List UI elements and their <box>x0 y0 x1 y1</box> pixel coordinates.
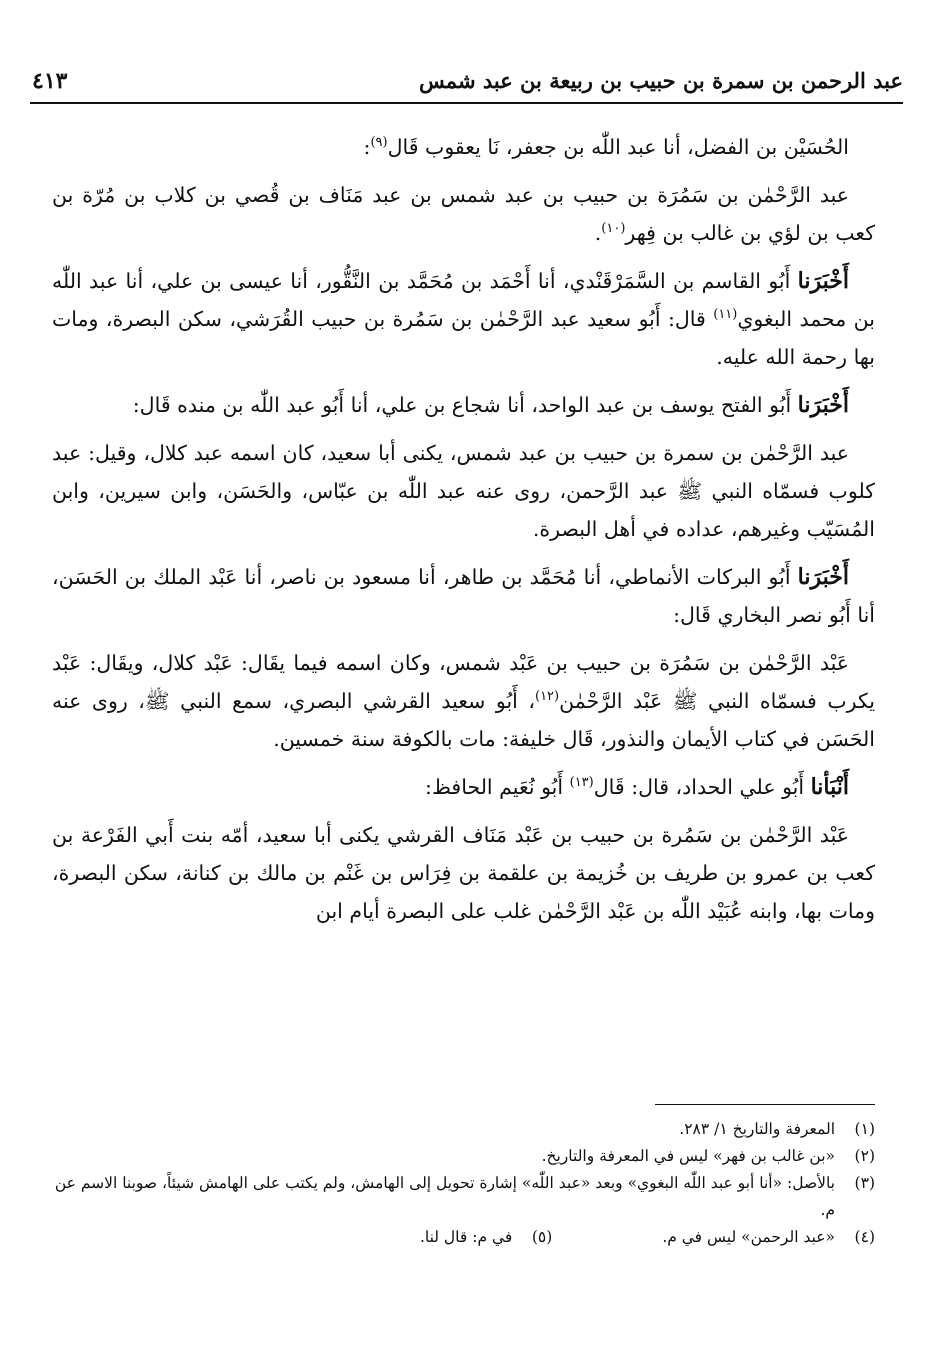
paragraph <box>52 128 875 166</box>
footnote-text: «بن غالب بن فهر» ليس في المعرفة والتاريخ. <box>541 1147 835 1165</box>
footnote-number: (٣) <box>854 1174 875 1192</box>
paragraph <box>52 768 875 806</box>
footnote-divider <box>655 1104 875 1105</box>
paragraph-text: . <box>594 221 602 245</box>
footnote-number: (٥) <box>531 1228 553 1246</box>
narration-lead: أَخْبَرَنا <box>797 268 849 294</box>
footnote-marker: (١٠) <box>601 221 626 237</box>
footnote-text: بالأصل: «أنا أبو عبد اللّٰه البغوي» وبعد «عبد اللّٰه» إشارة تحويل إلى الهامش، ولم يكتب على الهامش شيئاً، صوبنا الاسم عن م. <box>54 1174 835 1219</box>
footnote-text: المعرفة والتاريخ ١/ ٢٨٣. <box>679 1120 835 1138</box>
main-text <box>52 128 875 940</box>
paragraph-text: قال: أَبُو سعيد عبد الرَّحْمٰن بن سَمُرة بن حبيب القُرَشي، سكن البصرة، ومات بها رحمة الله عليه. <box>52 307 875 369</box>
page-number: ٤١٣ <box>32 68 68 94</box>
paragraph <box>52 816 875 930</box>
paragraph-text: الحُسَيْن بن الفضل، أنا عبد اللّٰه بن جعفر، نَا يعقوب قَال <box>387 135 849 159</box>
footnote-marker: (١١) <box>713 307 738 323</box>
footnotes <box>52 1116 875 1251</box>
footnote-number: (٤) <box>854 1228 875 1246</box>
paragraph-text: ، أَبُو سعيد القرشي البصري، سمع النبي ﷺ، روى عنه الحَسَن في كتاب الأيمان والنذور، قَال خليفة: مات بالكوفة سنة خمسين. <box>52 689 875 751</box>
footnote-marker: (١٣) <box>569 775 594 791</box>
paragraph <box>52 558 875 634</box>
running-title: عبد الرحمن بن سمرة بن حبيب بن ربيعة بن عبد شمس <box>419 68 903 93</box>
narration-lead: أَنْبَأنا <box>810 774 849 800</box>
paragraph-text: : <box>363 135 371 159</box>
footnote-text: «عبد الرحمن» ليس في م. <box>662 1228 835 1246</box>
paragraph-text: أَبُو الفتح يوسف بن عبد الواحد، أنا شجاع بن علي، أنا أَبُو عبد اللّٰه بن منده قَال: <box>132 393 792 417</box>
narration-lead: أَخْبَرَنا <box>797 564 849 590</box>
footnote-3 <box>52 1170 875 1224</box>
narration-lead: أَخْبَرَنا <box>797 392 849 418</box>
footnote-row-4-5 <box>52 1224 875 1251</box>
footnote-number: (١) <box>854 1120 875 1138</box>
paragraph-text: عَبْد الرَّحْمٰن بن سَمُرة بن حبيب بن عَبْد مَنَاف القرشي يكنى أبا سعيد، أمّه بنت أَبي الفَرْعة بن كعب بن عمرو بن طريف بن خُزيمة بن علقمة بن فِرَاس بن غَنْم بن مالك بن كنانة، سكن البصرة، ومات بها، وابنه عُبَيْد اللّٰه بن عَبْد الرَّحْمٰن غلب على البصرة أيام ابن <box>52 823 875 923</box>
footnote-number: (٢) <box>854 1147 875 1165</box>
paragraph-text: عبد الرَّحْمٰن بن سمرة بن حبيب بن عبد شمس، يكنى أبا سعيد، كان اسمه عبد كلال، وقيل: عبد كلوب فسمّاه النبي ﷺ عبد الرَّحمن، روى عنه عبد اللّٰه بن عبّاس، والحَسَن، وابن سيرين، وابن المُسَيّب وغيرهم، عداده في أهل البصرة. <box>52 441 875 541</box>
paragraph <box>52 176 875 252</box>
footnote-1 <box>52 1116 875 1143</box>
footnote-marker: (٩) <box>370 135 388 151</box>
paragraph-text: أَبُو القاسم بن السَّمَرْقَنْدي، أنا أَحْمَد بن مُحَمَّد بن النَّقُّور، أنا عيسى بن علي، أنا عبد اللّٰه بن محمد البغوي <box>52 269 875 331</box>
paragraph <box>52 644 875 758</box>
paragraph-text: عبد الرَّحْمٰن بن سَمُرَة بن حبيب بن عبد شمس بن عبد مَنَاف بن قُصي بن كلاب بن مُرّة بن كعب بن لؤي بن غالب بن فِهر <box>52 183 875 245</box>
paragraph-text: أَبُو البركات الأنماطي، أنا مُحَمَّد بن طاهر، أنا مسعود بن ناصر، أنا عَبْد الملك بن الحَسَن، أنا أَبُو نصر البخاري قَال: <box>52 565 875 627</box>
footnote-marker: (١٢) <box>535 689 560 705</box>
footnote-text: في م: قال لنا. <box>419 1228 513 1246</box>
paragraph-text: عَبْد الرَّحْمٰن بن سَمُرَة بن حبيب بن عَبْد شمس، وكان اسمه فيما يقَال: عَبْد كلال، ويقَال: عَبْد يكرب فسمّاه النبي ﷺ عَبْد الرَّحْمٰن <box>52 651 875 713</box>
paragraph-text: أَبُو نُعَيم الحافظ: <box>425 775 570 799</box>
paragraph <box>52 262 875 376</box>
paragraph <box>52 386 875 424</box>
paragraph <box>52 434 875 548</box>
footnote-2 <box>52 1143 875 1170</box>
paragraph-text: أَبُو علي الحداد، قال: قَال <box>593 775 805 799</box>
page-header <box>30 62 903 104</box>
